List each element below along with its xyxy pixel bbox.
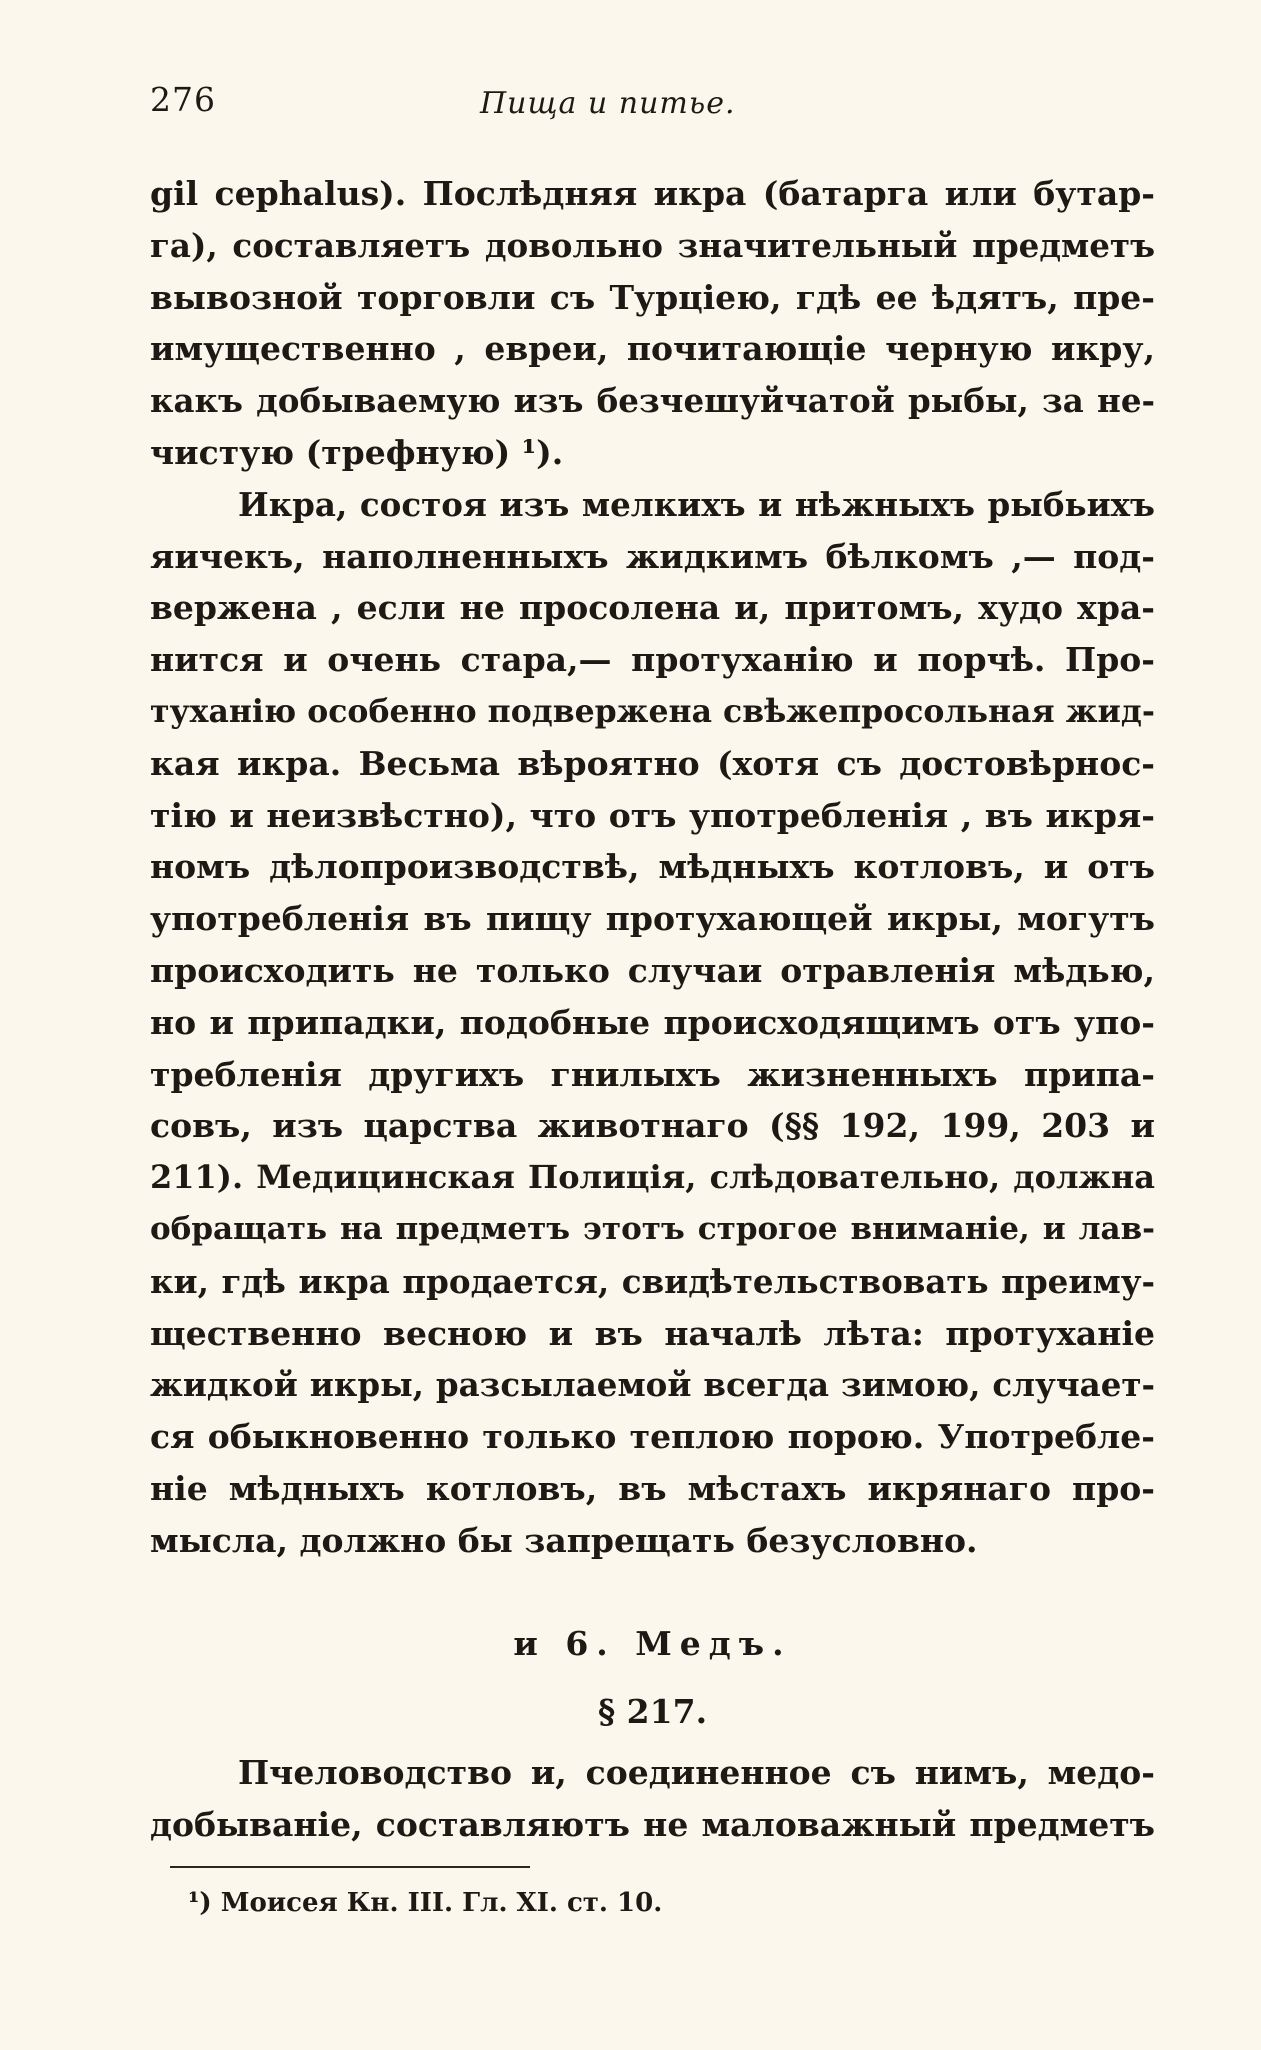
text-line: совъ, изъ царства животнаго (§§ 192, 199, 203 и bbox=[150, 1106, 1155, 1146]
running-title: Пища и питье. bbox=[480, 86, 736, 121]
text-line: но и припадки, подобные происходящимъ отъ упо- bbox=[150, 1002, 1155, 1042]
text-line: щественно весною и въ началѣ лѣта: протуханіе bbox=[150, 1313, 1155, 1353]
text-line: 211). Медицинская Полиція, слѣдовательно, должна bbox=[150, 1158, 1155, 1197]
main-text bbox=[150, 168, 1155, 1567]
text-line: мысла, должно бы запрещать безусловно. bbox=[150, 1520, 978, 1560]
text-line: ки, гдѣ икра продается, свидѣтельствовать преиму- bbox=[150, 1261, 1155, 1301]
text-line: gil cephalus). Послѣдняя икра (батарга или бутар- bbox=[150, 174, 1155, 213]
text-line: ніе мѣдныхъ котловъ, въ мѣстахъ икрянаго про- bbox=[150, 1468, 1155, 1508]
text-line: происходить не только случаи отравленія мѣдью, bbox=[150, 950, 1155, 990]
text-line: вержена , если не просолена и, притомъ, худо хра- bbox=[150, 588, 1155, 628]
footnote: ¹) Моисея Кн. III. Гл. XI. ст. 10. bbox=[188, 1888, 663, 1918]
text-line: употребленія въ пищу протухающей икры, могутъ bbox=[150, 899, 1155, 939]
text-line: яичекъ, наполненныхъ жидкимъ бѣлкомъ ,— под- bbox=[150, 536, 1155, 576]
text-line: какъ добываемую изъ безчешуйчатой рыбы, за не- bbox=[150, 381, 1155, 421]
text-line: жидкой икры, разсылаемой всегда зимою, случает- bbox=[150, 1365, 1155, 1405]
text-line: Икра, состоя изъ мелкихъ и нѣжныхъ рыбьихъ bbox=[238, 484, 1155, 524]
text-line: вывозной торговли съ Турціею, гдѣ ее ѣдятъ, пре- bbox=[150, 277, 1155, 317]
text-line: имущественно , евреи, почитающіе черную икру, bbox=[150, 329, 1155, 369]
text-line: нится и очень стара,— протуханію и порчѣ. Про- bbox=[150, 640, 1155, 680]
footnote-divider bbox=[170, 1866, 530, 1868]
text-line: туханію особенно подвержена свѣжепросольная жид- bbox=[150, 692, 1155, 730]
page-number: 276 bbox=[150, 80, 216, 119]
text-line: требленія другихъ гнилыхъ жизненныхъ припа- bbox=[150, 1054, 1155, 1094]
text-line: тію и неизвѣстно), что отъ употребленія , въ икря- bbox=[150, 795, 1155, 835]
text-line: чистую (трефную) ¹). bbox=[150, 432, 564, 472]
text-line: Пчеловодство и, соединенное съ нимъ, медо- bbox=[238, 1753, 1155, 1792]
text-line: обращать на предметъ этотъ строгое вниманіе, и лав- bbox=[150, 1210, 1155, 1247]
section-heading: и 6. Медъ. bbox=[513, 1624, 792, 1663]
text-line: га), составляетъ довольно значительный предметъ bbox=[150, 225, 1155, 265]
paragraph-number: § 217. bbox=[597, 1692, 708, 1731]
text-line: кая икра. Весьма вѣроятно (хотя съ достовѣрнос- bbox=[150, 743, 1155, 783]
text-line: добываніе, составляютъ не маловажный предметъ bbox=[150, 1804, 1155, 1844]
text-line: номъ дѣлопроизводствѣ, мѣдныхъ котловъ, и отъ bbox=[150, 847, 1155, 887]
text-line: ся обыкновенно только теплою порою. Употребле- bbox=[150, 1417, 1155, 1457]
section-text bbox=[150, 1747, 1155, 1851]
